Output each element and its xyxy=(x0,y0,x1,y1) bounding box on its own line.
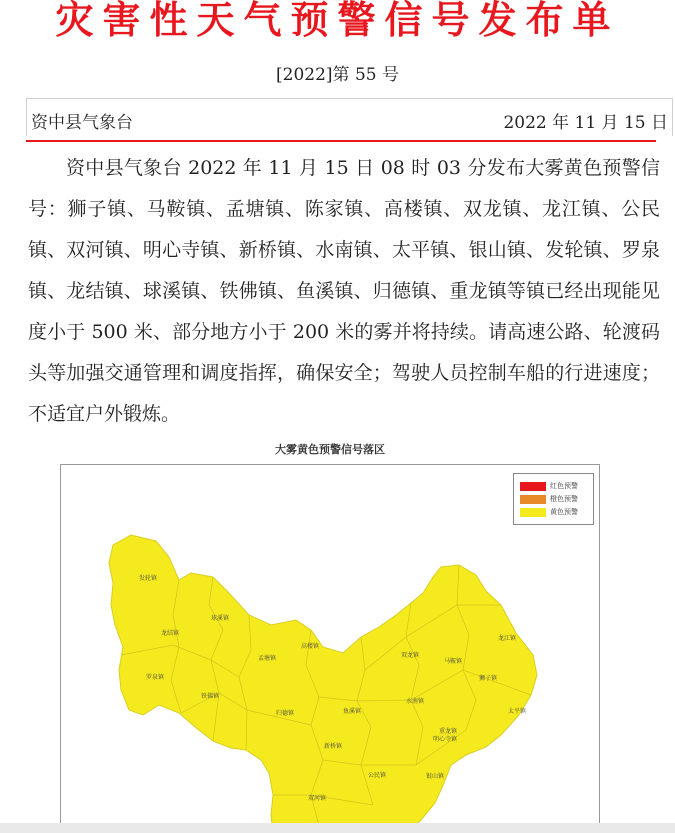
legend-label-red: 红色预警 xyxy=(550,482,578,490)
town-label: 鱼溪镇 xyxy=(343,708,362,715)
town-label: 球溪镇 xyxy=(211,615,230,622)
map-legend xyxy=(513,473,594,525)
legend-item-orange xyxy=(520,494,578,504)
town-label: 银山镇 xyxy=(426,773,445,780)
town-label: 罗泉镇 xyxy=(146,674,165,681)
county-area xyxy=(109,535,537,833)
warning-body: 资中县气象台 2022 年 11 月 15 日 08 时 03 分发布大雾黄色预警信号：狮子镇、马鞍镇、孟塘镇、陈家镇、高楼镇、双龙镇、龙江镇、公民镇、双河镇、明心寺镇、新桥镇、水南镇、太平镇、银山镇、发轮镇、罗泉镇、龙结镇、球溪镇、铁佛镇、鱼溪镇、归德镇、重龙镇等镇已经出现能见度小于 500 米、部分地方小于 200 米的雾并将持续。请高速公路、轮渡码头等加强交通管理和调度指挥，确保安全；驾驶人员控制车船的行进速度；不适宜户外锻炼。 xyxy=(28,157,660,425)
issue-date: 2022 年 11 月 15 日 xyxy=(503,113,668,133)
legend-swatch-yellow xyxy=(520,508,546,517)
town-label: 双龙镇 xyxy=(401,652,420,659)
town-label: 归德镇 xyxy=(276,710,295,717)
legend-label-orange: 橙色预警 xyxy=(550,495,578,503)
town-label: 龙江镇 xyxy=(498,635,517,642)
town-label: 双河镇 xyxy=(308,795,327,802)
town-label: 新桥镇 xyxy=(324,743,343,750)
document-title: 灾害性天气预警信号发布单 xyxy=(55,0,620,42)
town-label: 重龙镇 xyxy=(439,728,458,735)
legend-item-red xyxy=(520,481,578,491)
town-label: 太平镇 xyxy=(508,708,527,715)
town-label: 铁佛镇 xyxy=(201,693,220,700)
town-label: 高楼镇 xyxy=(301,643,320,650)
legend-item-yellow xyxy=(520,507,578,517)
town-label: 狮子镇 xyxy=(479,675,498,682)
legend-label-yellow: 黄色预警 xyxy=(550,508,578,516)
legend-swatch-orange xyxy=(520,495,546,504)
red-divider xyxy=(26,140,656,142)
town-label: 明心寺镇 xyxy=(433,736,458,743)
legend-swatch-red xyxy=(520,482,546,491)
page-bottom-bar xyxy=(0,823,675,833)
issuer-name: 资中县气象台 xyxy=(31,113,133,133)
map-title: 大雾黄色预警信号落区 xyxy=(275,443,385,456)
town-label: 公民镇 xyxy=(368,772,387,779)
document-number: [2022]第 55 号 xyxy=(276,65,399,85)
warning-map xyxy=(60,464,600,833)
issuer-header xyxy=(26,98,673,136)
town-label: 龙结镇 xyxy=(161,630,180,637)
town-label: 孟塘镇 xyxy=(258,655,277,662)
town-label: 马鞍镇 xyxy=(444,658,463,665)
town-label: 水南镇 xyxy=(406,698,425,705)
town-label: 发轮镇 xyxy=(139,575,158,582)
